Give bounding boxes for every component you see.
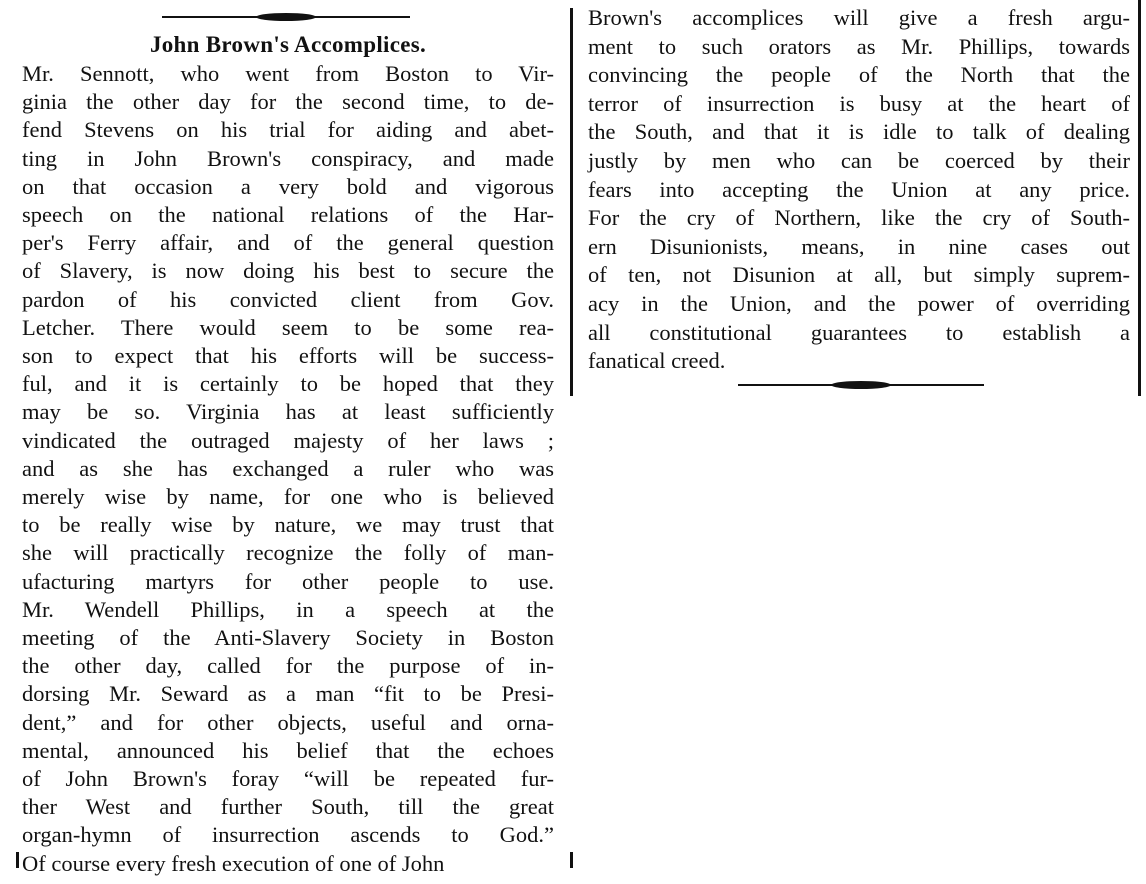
text-line: on that occasion a very bold and vigorous [22, 173, 554, 199]
text-line: per's Ferry affair, and of the general question [22, 230, 554, 256]
text-line: ufacturing martyrs for other people to use. [22, 568, 554, 594]
text-line: Letcher. There would seem to be some rea- [22, 314, 554, 340]
text-line: fears into accepting the Union at any price. [588, 176, 1130, 202]
text-line: ful, and it is certainly to be hoped that they [22, 371, 554, 397]
text-line: Of course every fresh execution of one of John [22, 850, 445, 876]
text-line: vindicated the outraged majesty of her laws ; [22, 427, 554, 453]
text-line: fend Stevens on his trial for aiding and abet- [22, 117, 554, 143]
text-line: son to expect that his efforts will be success- [22, 343, 554, 368]
text-line: Brown's accomplices will give a fresh argu- [588, 5, 1130, 30]
text-line: ern Disunionists, means, in nine cases out [588, 233, 1130, 259]
text-line: of ten, not Disunion at all, but simply suprem- [588, 262, 1130, 288]
left-column-rule [570, 8, 573, 396]
text-line: ment to such orators as Mr. Phillips, towards [588, 33, 1130, 59]
text-line: fanatical creed. [588, 348, 726, 374]
left-column-rule-lower [570, 852, 573, 868]
text-line: pardon of his convicted client from Gov. [22, 286, 554, 312]
top-ornament-rule [162, 16, 410, 18]
text-line: all constitutional guarantees to establish a [588, 319, 1130, 345]
text-line: Mr. Wendell Phillips, in a speech at the [22, 596, 554, 622]
text-line: of John Brown's foray “will be repeated fur- [22, 766, 554, 791]
article-title: John Brown's Accomplices. [149, 32, 427, 57]
text-line: convincing the people of the North that the [588, 62, 1130, 88]
text-line: ther West and further South, till the great [22, 794, 554, 820]
text-line: justly by men who can be coerced by their [588, 148, 1130, 173]
text-line: to be really wise by nature, we may trust that [22, 512, 554, 538]
far-left-rule [16, 852, 19, 868]
text-line: speech on the national relations of the Har- [22, 202, 554, 227]
text-line: ginia the other day for the second time, to de- [22, 89, 554, 115]
text-line: organ-hymn of insurrection ascends to God.” [22, 822, 554, 848]
text-line: of Slavery, is now doing his best to secure the [22, 258, 554, 284]
text-line: dent,” and for other objects, useful and orna- [22, 709, 554, 735]
text-line: she will practically recognize the folly of man- [22, 540, 554, 566]
text-line: merely wise by name, for one who is believed [22, 484, 554, 509]
text-line: and as she has exchanged a ruler who was [22, 455, 554, 481]
text-line: meeting of the Anti-Slavery Society in Boston [22, 625, 554, 650]
text-line: acy in the Union, and the power of overriding [588, 291, 1130, 316]
text-line: terror of insurrection is busy at the heart of [588, 90, 1130, 116]
text-line: ting in John Brown's conspiracy, and made [22, 145, 554, 171]
text-line: the South, and that it is idle to talk of dealing [588, 119, 1130, 145]
text-line: For the cry of Northern, like the cry of South- [588, 205, 1130, 231]
text-line: mental, announced his belief that the echoes [22, 737, 554, 763]
text-line: the other day, called for the purpose of in- [22, 653, 554, 679]
end-ornament-rule [738, 384, 984, 386]
far-right-rule [1138, 0, 1141, 396]
text-line: may be so. Virginia has at least sufficiently [22, 399, 554, 425]
text-line: Mr. Sennott, who went from Boston to Vir- [22, 61, 554, 86]
text-line: dorsing Mr. Seward as a man “fit to be Presi- [22, 681, 554, 707]
